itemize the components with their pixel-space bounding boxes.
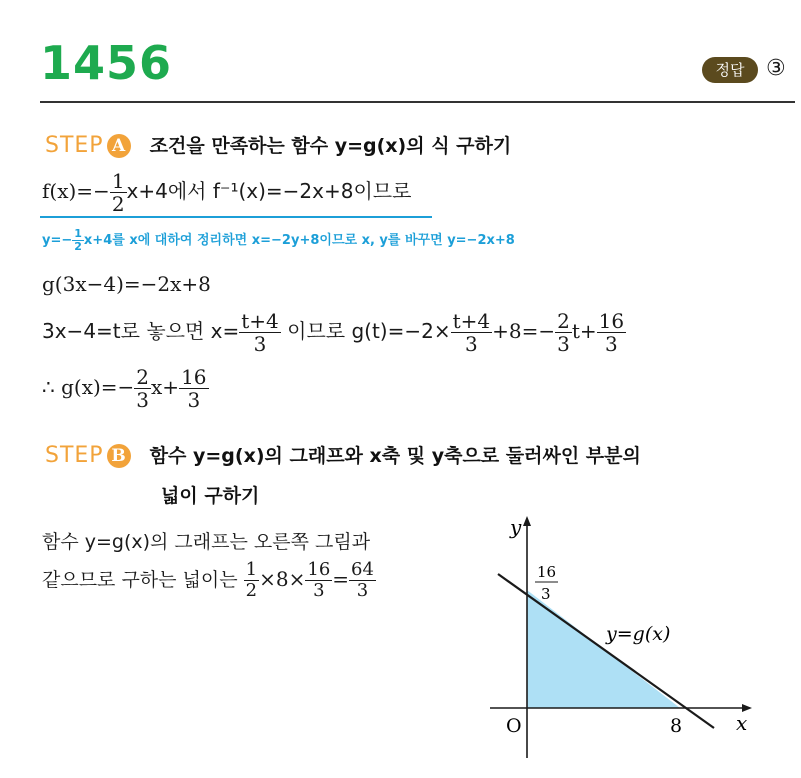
highlight-underline [40,216,432,218]
frac-denominator: 3 [464,332,478,356]
frac-denominator: 3 [605,332,618,356]
fraction [451,310,493,355]
frac-numerator: 16 [181,365,207,389]
fraction [244,560,259,601]
line4-b: x+ [151,375,180,399]
line2-a: 같으므로 구하는 넓이는 [42,568,238,591]
frac-denominator: 2 [111,192,125,216]
step-a-title: 조건을 만족하는 함수 y=g(x)의 식 구하기 [149,135,512,157]
line3-d: t+ [571,319,597,343]
frac-denominator: 3 [313,579,325,601]
fraction-half [110,170,127,215]
step-b-title-line1: 함수 y=g(x)의 그래프와 x축 및 y축으로 둘러싸인 부분의 [149,445,641,467]
frac-numerator: t+4 [452,309,491,333]
y-axis-label: y [510,515,522,539]
step-a-note [42,228,515,253]
frac-denominator: 3 [136,388,150,412]
step-a-line2: g(3x−4)=−2x+8 [42,272,211,296]
y-intercept-denominator: 3 [541,585,551,603]
note-fraction [72,228,84,253]
step-b-title-line2: 넓이 구하기 [161,485,260,507]
fraction [179,366,208,411]
frac-denominator: 3 [187,388,201,412]
frac-numerator: 2 [136,365,150,389]
frac-numerator: 1 [74,227,82,240]
frac-numerator: t+4 [241,309,279,333]
step-a-line4 [42,366,209,411]
line3-c: +8=− [492,319,556,343]
frac-numerator: 64 [351,559,374,580]
step-a-line3 [42,310,626,355]
step-a-line1 [42,170,411,215]
fraction [349,560,376,601]
step-a-label: STEP [45,133,104,158]
frac-numerator: 1 [111,169,125,193]
x-axis-label: x [736,711,748,735]
problem-number: 1456 [40,36,173,90]
line1-pre: f(x)=− [42,179,110,203]
step-b-line2 [42,560,376,601]
line3-a: 3x−4=t로 놓으면 x= [42,319,240,343]
origin-label: O [506,715,522,737]
y-intercept-numerator: 16 [537,563,557,581]
fraction [239,310,281,355]
step-b-label: STEP [45,443,104,468]
answer-badge: 정답 [702,57,758,83]
line3-b: 이므로 g(t)=−2× [280,319,451,343]
frac-numerator: 16 [598,309,625,333]
curve-label: y=g(x) [606,623,671,645]
line2-c: = [332,566,350,591]
frac-denominator: 3 [557,332,570,356]
frac-denominator: 2 [74,240,82,254]
frac-numerator: 2 [557,309,570,333]
step-a-heading [45,131,511,158]
note-post: x+4를 x에 대하여 정리하면 x=−2y+8이므로 x, y를 바꾸면 y=−2x+8 [83,233,515,249]
step-b-heading [45,441,641,468]
line1-post: x+4에서 f⁻¹(x)=−2x+8이므로 [126,179,412,203]
fraction [555,310,572,355]
answer-value: ③ [766,56,786,81]
note-pre: y=− [42,233,73,249]
line4-a: ∴ g(x)=− [42,375,135,399]
step-b-badge: B [107,444,131,468]
step-a-badge: A [107,134,131,158]
fraction [305,560,332,601]
fraction [134,366,151,411]
y-axis-arrow-icon [523,516,531,526]
frac-numerator: 16 [307,559,331,580]
frac-denominator: 3 [356,579,369,601]
header-divider [40,101,795,103]
frac-denominator: 2 [245,579,258,601]
fraction [597,310,626,355]
line2-b: ×8× [259,566,306,591]
step-b-line1: 함수 y=g(x)의 그래프는 오른쪽 그림과 [42,531,371,553]
x-intercept-label: 8 [670,715,683,737]
frac-numerator: 1 [245,559,258,580]
graph [480,510,780,770]
frac-denominator: 3 [253,332,267,356]
